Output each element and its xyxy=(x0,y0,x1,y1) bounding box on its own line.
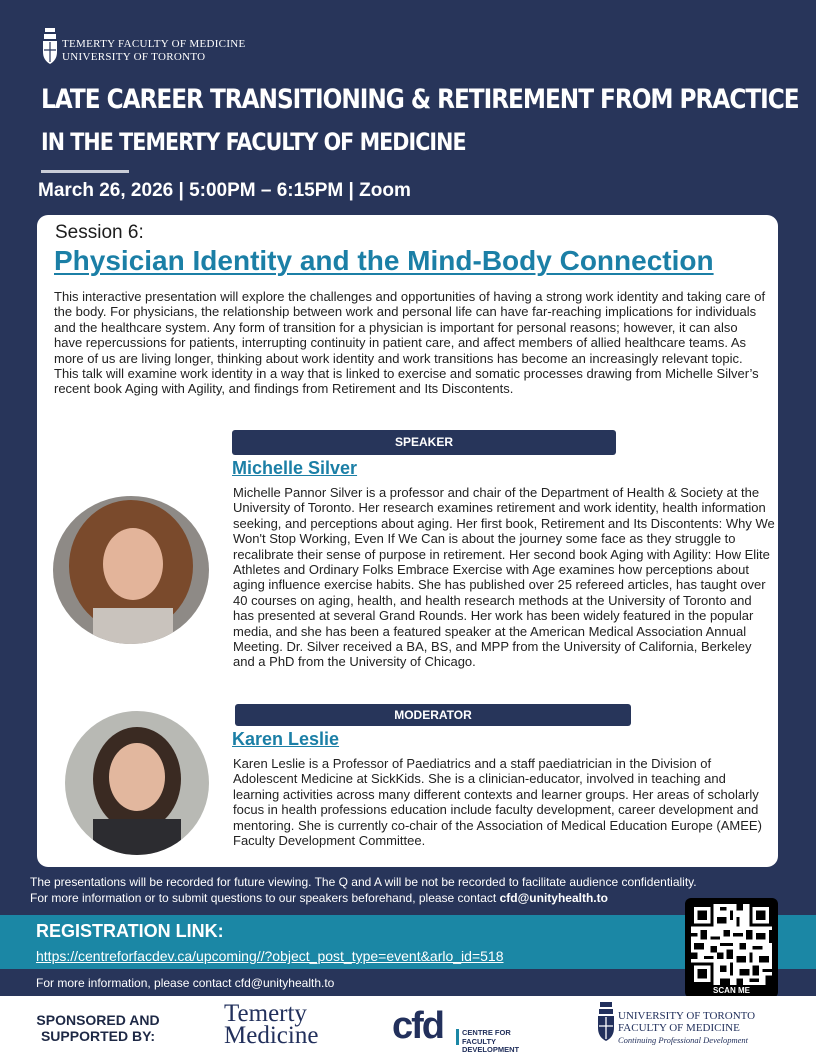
speaker-photo xyxy=(53,496,209,644)
uoft-logo-line3: Continuing Professional Development xyxy=(618,1035,749,1045)
cfd-logo-text xyxy=(462,1029,552,1055)
contact-notice xyxy=(30,890,790,906)
speaker-bio: Michelle Pannor Silver is a professor and chair of the Department of Health & Society at the University of Toronto. Her research examines retirement and work identity, health information seeking, and perceptions about aging. Her first book, Retirement and Its Discontents: Why We Won't Stop Working, Even If We Can is about the journey some face as they struggle to recalibrate their sense of purpose in retirement. Her second book Aging with Agility: How Elite Athletes and Ordinary Folks Embrace Exercise with Age examines how perceptions about aging influence exercise habits. She has published over 25 refereed articles, has taught over 40 courses on aging, health, and health research methods at the University of Toronto and has presented at several Grand Rounds. Her work has been widely featured in the popular media, and she has been a featured speaker at the American Medical Association Annual Meeting. Dr. Silver received a BA, BS, and MPP from the University of California, Berkeley and a PhD from the University of Chicago. xyxy=(233,485,775,670)
university-crest-icon xyxy=(596,1002,616,1042)
faculty-logo-line1: TEMERTY FACULTY OF MEDICINE xyxy=(62,38,246,50)
contact-email[interactable]: cfd@unityhealth.to xyxy=(499,891,608,905)
uoft-logo-line2: FACULTY OF MEDICINE xyxy=(618,1022,740,1034)
speaker-name: Michelle Silver xyxy=(232,458,358,478)
qr-code[interactable] xyxy=(685,898,778,998)
session-title: Physician Identity and the Mind-Body Connection xyxy=(54,245,714,276)
recording-notes xyxy=(30,874,790,906)
registration-link[interactable]: https://centreforfacdev.ca/upcoming//?object_post_type=event&arlo_id=518 xyxy=(36,948,504,964)
cfd-logo-line2: FACULTY DEVELOPMENT xyxy=(462,1036,520,1054)
contact-notice-text: For more information or to submit questions to our speakers beforehand, please contact xyxy=(30,891,500,905)
university-crest-icon xyxy=(42,28,58,66)
cfd-logo-line1: CENTRE FOR xyxy=(462,1028,511,1037)
cfd-logo xyxy=(392,1005,552,1054)
moderator-bio: Karen Leslie is a Professor of Paediatrics and a staff paediatrician in the Division of Adolescent Medicine at SickKids. She is a clinician-educator, involved in teaching and learning activities across many different contexts and learner groups. Her areas of scholarly focus in health professions education include faculty development, career development and mentoring. She is currently co-chair of the Association of Medical Education Europe (AMEE) Faculty Development Committee. xyxy=(233,756,762,849)
temerty-logo-line2: Medicine xyxy=(224,1022,319,1049)
cfd-logo-bar xyxy=(456,1029,459,1045)
event-date-time-location: March 26, 2026 | 5:00PM – 6:15PM | Zoom xyxy=(38,180,411,201)
moderator-photo xyxy=(65,711,209,855)
cfd-logo-mark: cfd xyxy=(392,1005,443,1047)
moderator-heading: MODERATOR xyxy=(235,704,631,726)
moderator-name: Karen Leslie xyxy=(232,729,340,749)
recording-notice: The presentations will be recorded for future viewing. The Q and A will be not be recorded to facilitate audience confidentiality. xyxy=(30,875,697,889)
uoft-logo-text xyxy=(618,1010,755,1046)
registration-title: REGISTRATION LINK: xyxy=(36,921,224,941)
more-info-contact: For more information, please contact cfd@unityhealth.to xyxy=(36,976,335,990)
temerty-logo-line1: Temerty xyxy=(224,1000,307,1027)
qr-caption: SCAN ME xyxy=(713,986,750,995)
speaker-heading: SPEAKER xyxy=(232,430,616,455)
temerty-medicine-logo xyxy=(224,1000,319,1049)
title-divider xyxy=(41,170,129,173)
uoft-logo-line1: UNIVERSITY OF TORONTO xyxy=(618,1010,756,1022)
faculty-logo-text xyxy=(62,38,246,64)
session-card xyxy=(37,215,778,867)
page-title-line2: IN THE TEMERTY FACULTY OF MEDICINE xyxy=(41,128,466,156)
uoft-cpd-logo xyxy=(596,1002,796,1052)
session-description: This interactive presentation will explore the challenges and opportunities of having a strong work identity and taking care of the body. For physicians, the relationship between work and personal life can have far-reaching implications for individuals and the healthcare system. Any form of transition for a physician is important for personal reasons; however, it can also have repercussions for patients, interrupting continuity in patient care, and affect members of allied healthcare teams. As more of us are living longer, thinking about work identity and work transitions has become an increasingly relevant topic. This talk will examine work identity in a way that is linked to exercise and somatic processes drawing from Michelle Silver’s recent book Aging with Agility, and findings from Retirement and Its Discontents. xyxy=(54,289,766,397)
sponsor-label: SPONSORED AND SUPPORTED BY: xyxy=(36,1012,160,1044)
session-label: Session 6: xyxy=(55,222,144,243)
faculty-logo-line2: UNIVERSITY OF TORONTO xyxy=(62,51,206,63)
qr-code-icon xyxy=(691,904,772,985)
page-title-line1: LATE CAREER TRANSITIONING & RETIREMENT FROM PRACTICE xyxy=(41,84,799,115)
